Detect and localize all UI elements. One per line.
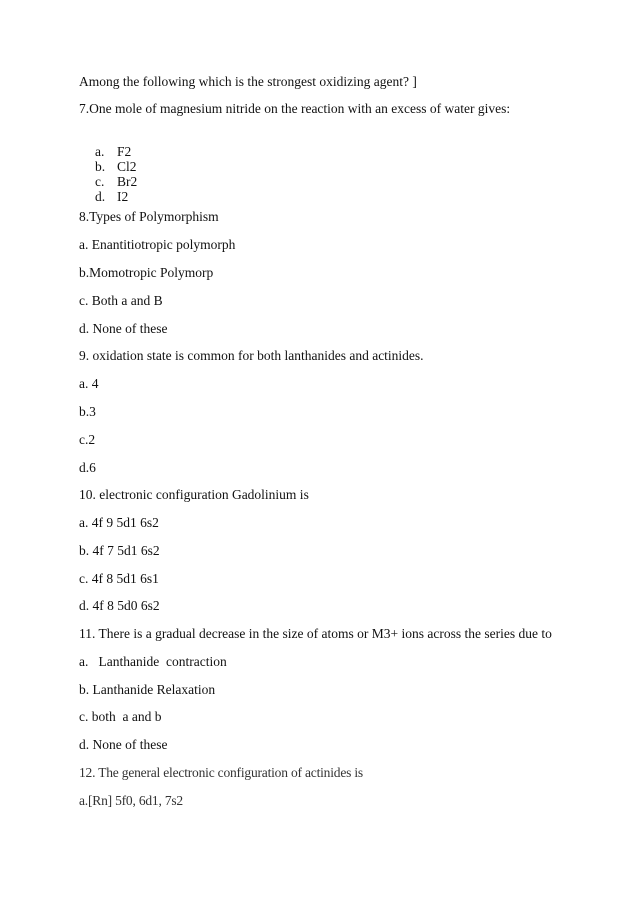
q10-option-c: c. 4f 8 5d1 6s1 bbox=[79, 571, 159, 586]
q9-option-a: a. 4 bbox=[79, 376, 99, 391]
q7-option-d-text: I2 bbox=[117, 189, 129, 204]
q8-option-b: b.Momotropic Polymorp bbox=[79, 265, 214, 280]
q7-option-a-text: F2 bbox=[117, 144, 132, 159]
q11-option-d: d. None of these bbox=[79, 737, 168, 752]
q7-option-d-label: d. bbox=[95, 189, 106, 204]
intro-question: Among the following which is the strongest oxidizing agent? ] bbox=[79, 74, 417, 89]
question-8: 8.Types of Polymorphism bbox=[79, 209, 219, 224]
q7-option-c-label: c. bbox=[95, 174, 105, 189]
q7-option-a-label: a. bbox=[95, 144, 105, 159]
q10-option-a: a. 4f 9 5d1 6s2 bbox=[79, 515, 159, 530]
question-9: 9. oxidation state is common for both lanthanides and actinides. bbox=[79, 348, 424, 363]
q7-option-a bbox=[95, 144, 131, 160]
q8-option-a: a. Enantitiotropic polymorph bbox=[79, 237, 236, 252]
q11-option-b: b. Lanthanide Relaxation bbox=[79, 682, 216, 697]
question-7: 7.One mole of magnesium nitride on the reaction with an excess of water gives: bbox=[79, 101, 511, 116]
q9-option-b: b.3 bbox=[79, 404, 96, 419]
q7-option-b bbox=[95, 159, 137, 175]
q7-option-c bbox=[95, 174, 137, 190]
q9-option-d: d.6 bbox=[79, 460, 96, 475]
q10-option-b: b. 4f 7 5d1 6s2 bbox=[79, 543, 160, 558]
q11-option-c: c. both a and b bbox=[79, 709, 162, 724]
q8-option-c: c. Both a and B bbox=[79, 293, 163, 308]
question-12: 12. The general electronic configuration of actinides is bbox=[79, 765, 363, 780]
q8-option-d: d. None of these bbox=[79, 321, 168, 336]
q11-option-a: a. Lanthanide contraction bbox=[79, 654, 227, 669]
q7-option-b-label: b. bbox=[95, 159, 106, 174]
question-10: 10. electronic configuration Gadolinium is bbox=[79, 487, 309, 502]
q7-option-d bbox=[95, 189, 128, 205]
q7-option-c-text: Br2 bbox=[117, 174, 138, 189]
q9-option-c: c.2 bbox=[79, 432, 96, 447]
q7-option-b-text: Cl2 bbox=[117, 159, 137, 174]
q10-option-d: d. 4f 8 5d0 6s2 bbox=[79, 598, 160, 613]
question-11: 11. There is a gradual decrease in the size of atoms or M3+ ions across the series due to bbox=[79, 626, 552, 641]
q12-option-a: a.[Rn] 5f0, 6d1, 7s2 bbox=[79, 793, 183, 808]
